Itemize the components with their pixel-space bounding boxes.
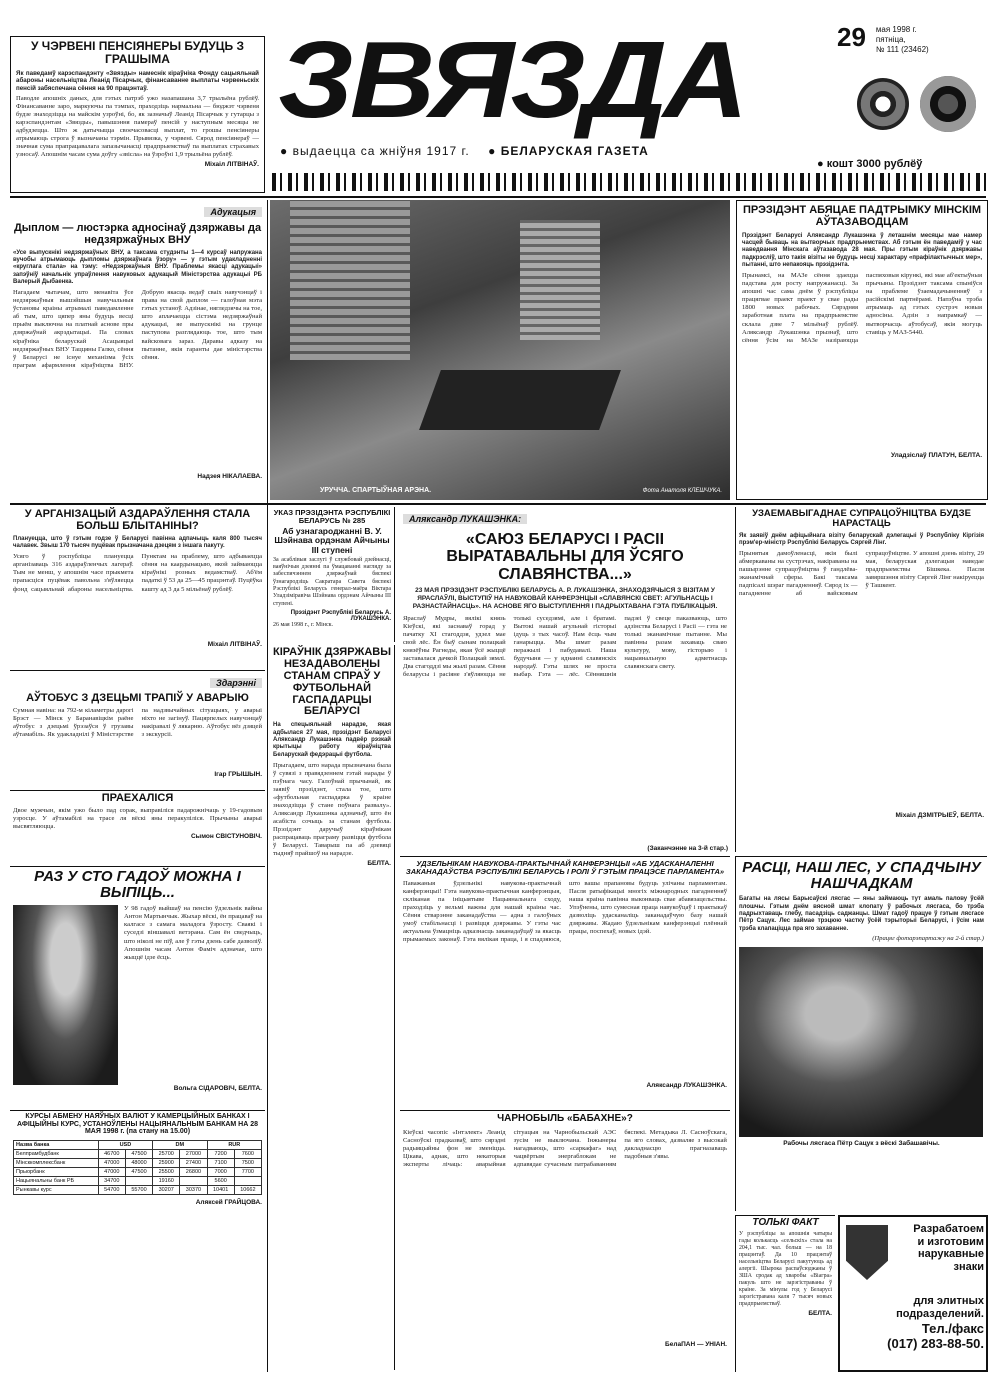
- slavic-headline: «САЮЗ БЕЛАРУСІ І РАСІІ ВЫРАТАВАЛЬНЫ ДЛЯ ЎСЯГО СЛАВЯНСТВА...»: [446, 531, 684, 583]
- decree-headline: УКАЗ ПРЭЗІДЭНТА РЭСПУБЛІКІ БЕЛАРУСЬ № 285: [273, 508, 391, 526]
- photo-building-right: [520, 220, 600, 340]
- health-body: Усяго ў рэспубліцы плануецца арганізаваць 316 аздараўленчых лагераў. Тым не менш, у апошнім часе прыкмета прапасціся пуцёвак павольна з'яўляецца фонд сацыяльнай абароны насельніцтва. Пунктам на праблему, што адбываецца сёння на каардынацыю, якой займаюцца кіраўнікі розных ведамстваў. Аб'ём падаткі ў 53 да 25—45 працэнтаў. Пуцёўка кашту ад 3 да 5 мільёнаў рублёў.: [13, 553, 262, 593]
- woke-byline: Сымон СВІСТУНОВІЧ.: [190, 832, 262, 840]
- chernobyl-article: [400, 1110, 730, 1372]
- ornament-band: [272, 173, 987, 191]
- woke-article: [10, 790, 265, 862]
- parliament-body: Паважаныя ўдзельнікі навукова-практычнай канферэнцыі! Гэта навукова-практычная канферэнцыя, скліканая па ініцыятыве Нацыянальнага сходу, праходзіць у вельмі важны для нашай краіны час. Сёння стварэнне заканадаўства — адна з галоўных умоў стабільнасці і развіцця дзяржавы. У гэты час актуальна ўзмацніць адказнасць заканадаўцаў за якасць прымаемых законаў. Гэта вялікая праца, і я спадзяюся, што вашы прапановы будуць улічаны парламентам. Пасля ратыфікацыі многіх міжнародных пагадненняў наша краіна павінна выконваць свае абавязацельствы. Упэўнены, што сумесная праца навукоўцаў і практыкаў дазволіць удасканаліць заканадаўчую базу нашай дзяржавы. Жадаю ўдзельнікам канферэнцыі плённай працы, поспехаў, новых ідэй.: [403, 880, 727, 944]
- currency-rate-cell: 30207: [153, 1185, 180, 1194]
- photo-building-left: [290, 200, 410, 360]
- masthead-subtitle: БЕЛАРУСКАЯ ГАЗЕТА: [500, 144, 649, 158]
- currency-col-rur: RUR: [207, 1140, 261, 1149]
- bus-byline: Ігар ГРЫШЫН.: [214, 770, 262, 778]
- forest-headline: РАСЦІ, НАШ ЛЕС, У СПАДЧЫНУ НАШЧАДКАМ: [742, 859, 981, 893]
- parliament-article: [400, 856, 730, 1106]
- currency-col-usd: USD: [98, 1140, 152, 1149]
- hundred-headline: РАЗ У СТО ГАДОЎ МОЖНА І ВЫПІЦЬ...: [34, 868, 241, 902]
- currency-rate-cell: 27400: [180, 1158, 207, 1167]
- currency-table: [13, 1140, 262, 1195]
- currency-rate-cell: 7700: [234, 1167, 261, 1176]
- president-factory-byline: Уладзіслаў ПЛАТУН, БЕЛТА.: [891, 452, 982, 460]
- currency-rate-cell: 10401: [207, 1185, 234, 1194]
- decree-body: За асаблівыя заслугі ў службовай дзейнасці, ваяўнічыя дзеянні па ўмацаванні нагляду за забеспячэннем дзяржаўнай бяспекі ўзнагародзіць Сакратара Савета бяспекі Рэспублікі Беларусь генерал-маёра Віктара Уладзіміравіча Шэйнава ордэнам Айчыны III ступені.: [273, 556, 391, 607]
- currency-rate-cell: 19160: [153, 1176, 180, 1185]
- woke-body: Двое мужчын, якім ужо было пад сорак, выправіліся падарожнічаць у 19-гадовым узросце. У аўтамабілі на трасе ля вёскі яны перакуліліся. Прычыны аварыі высвятляюцца.: [13, 806, 262, 830]
- advert-line4: знаки: [953, 1260, 984, 1273]
- forest-body: Багаты на лясы Барысаўскі лясгас — яны займаюць тут амаль палову ўсёй плошчы. Гэтым днём вясной шмат клопату ў рабочых лясгаса, бо трэба падрыхтаваць глебу, пасадзіць саджанцы. Шмат гадоў працуе ў гэтым лясгасе Пётр Сацук. Лес займае трэцюю частку ўсёй тэрыторыі Беларусі, і ўсім нам трэба клапаціцца пра яго захаванне.: [739, 896, 984, 932]
- advert-line5: для элитных: [913, 1295, 984, 1307]
- currency-rate-cell: 25700: [153, 1149, 180, 1158]
- pensions-lead: Як паведамў карэспандэнту «Звязды» намеснік кіраўніка Фонду сацыяльнай абароны насельніцтва Леанід Пісарчык, фінансаванне выплаты чэрвеньскіх пенсій забяспечана сёння на 90 працэнтаў.: [16, 69, 259, 93]
- president-factory-article: [736, 200, 988, 500]
- photo-table: [419, 370, 621, 430]
- decree-place: 26 мая 1998 г., г. Мінск.: [273, 621, 334, 628]
- education-article: [10, 200, 265, 500]
- masthead-date: мая 1998 г.: [875, 25, 917, 34]
- currency-table-row: [14, 1158, 262, 1167]
- masthead-title: ЗВЯЗДА: [278, 20, 745, 142]
- kyrgyz-byline: Міхаіл ДЗМІТРЫЕЎ, БЕЛТА.: [895, 812, 984, 820]
- currency-rate-cell: 47000: [98, 1167, 125, 1176]
- pensions-article: [10, 36, 265, 193]
- currency-col-dm: DM: [153, 1140, 207, 1149]
- currency-rate-cell: 47500: [125, 1149, 152, 1158]
- currency-rate-cell: 7200: [207, 1149, 234, 1158]
- chernobyl-body: Кіеўскі часопіс «Інтэлект» Леанід Сасноўскі прадказваў, што сярэдні радыяцыйны фон не зменіцца. Цікава, аднак, што некаторыя эксперты лічаць: аварыйная сітуацыя на Чарнобыльскай АЭС зусім не выключана. Інжынеры нагадваюць, што «саркафаг» над чацвёртым энергаблокам не адпавядае сучасным патрабаванням бяспекі. Метадыка Л. Сасноўскага, па яго словах, дазваляе з высокай дакладнасцю прагназаваць падобныя з'явы.: [403, 1128, 727, 1168]
- masthead-date-block: [837, 22, 977, 55]
- education-headline: Дыплом — люстэрка адносінаў дзяржавы да недзяржаўных ВНУ: [13, 222, 262, 246]
- advert-box: [838, 1215, 988, 1372]
- president-factory-lead: Прэзідэнт Беларусі Аляксандр Лукашэнка ў леташнім месяцы мае намер часцей бываць на вытворчых прадпрыемствах. Аб гэтым ён паведаміў у час наведвання Мінскага аўтазавода 28 мая. Пры гэтым кіраўнік дзяржавы падкрэсліў, што такія візіты не будуць несці характару «прафілактычных мер», пытанні, што непакояць прэзідэнта.: [742, 232, 982, 268]
- health-byline: Міхаіл ЛІТВІНАЎ.: [207, 641, 262, 649]
- currency-headline: КУРСЫ АБМЕНУ НАЯЎНЫХ ВАЛЮТ У КАМЕРЦЫЙНЫХ БАНКАХ І АФІЦЫЙНЫ КУРС, УСТАНОЎЛЕНЫ НАЦЫЯНАЛЬНЫМ БАНКАМ НА 28 МАЯ 1998 г. (па стану на 15.00): [16, 1113, 259, 1136]
- currency-table-row: [14, 1176, 262, 1185]
- forest-caption: Рабочы лясгаса Пётр Сацук з вёскі Забашавічы.: [783, 1139, 940, 1147]
- pensions-headline: У ЧЭРВЕНІ ПЕНСІЯНЕРЫ БУДУЦЬ З ГРАШЫМА: [30, 39, 245, 66]
- woke-headline: ПРАЕХАЛІСЯ: [101, 792, 174, 804]
- kyrgyz-article: [735, 507, 987, 852]
- currency-rate-cell: 7000: [207, 1167, 234, 1176]
- main-photo: [270, 200, 730, 500]
- advert-phone-label: Тел./факс: [921, 1321, 984, 1337]
- masthead-price: [817, 158, 922, 170]
- football-headline: КІРАЎНІК ДЗЯРЖАВЫ НЕЗАДАВОЛЕНЫ СТАНАМ СПРАЎ У ФУТБОЛЬНАЙ ГАСПАДАРЦЫ БЕЛАРУСІ: [273, 646, 391, 718]
- bus-article: [10, 670, 265, 788]
- health-lead: Плануецца, што ў гэтым годзе ў Беларусі павінна адпачыць каля 800 тысяч чалавек. Звыш 170 тысяч пуцёвак прызначана дзецям з іншага пакуту.: [13, 535, 262, 550]
- hundred-body: У 98 гадоў выйшаў на пенсію ўдзельнік вайны Антон Мартынчык. Жыхар вёскі, ён працаваў на калгасе з самага маладога ўзросту. Сваякі і суседзі віншавалі ветэрана. Сам ён сведчыць, што ніколі не піў, але ў гэты дзень сабе дазволіў. Апошнім часам Антон Фаміч адзначае, што жыццё ідзе ёсць.: [124, 905, 262, 961]
- advert-line3: нарукавные: [918, 1248, 984, 1261]
- order-emblem-icon: [857, 78, 909, 130]
- slavic-body: Яраслаў Мудры, вялікі князь Кіеўскі, які заснаваў горад у пачатку XI стагоддзя, удзел мае свой лёс. Ён быў сынам полацкай князёўны Рагнеды, якая ўсё жыццё заставалася дачкой Полацкай зямлі. Два стагоддзі мы жылі разам. Сёння беларусы і расіяне з'яўляюцца не толькі суседзямі, але і братамі. Вытокі нашай агульнай гісторыі ідуць з тых часоў. Нам ёсць чым ганарыцца. Мы шмат разам перажылі і пабудавалі. Наша будучыня — у яднанні славянскіх народаў. Гэты шлях не проста выбар. Гэта — лёс. Сённяшнія падзеі ў свеце паказваюць, што адзінства Беларусі і Расіі — гэта не толькі эканамічнае пытанне. Мы павінны разам захаваць сваю культуру, мову, гісторыю і нацыянальную адметнасць славянскага свету.: [403, 614, 727, 678]
- slavic-rubric: Аляксандр ЛУКАШЭНКА:: [403, 514, 527, 524]
- currency-table-header: [14, 1140, 262, 1149]
- currency-table-row: [14, 1167, 262, 1176]
- pensions-body: Паводле апошніх даных, для гэтых патрэб ужо назапашана 3,7 трыльёна рублёў. Фінансаванне заро, маркуючы па тэмпах, праходзіць нармальна — бюджэт чэрвеня будзе знаходзіцца на майскім узроўні, бо, як зазначыў Леанід Пісарчык у гутарцы з карэспандэнтам «Звязды», павышэння памераў пенсій у наступным месяцы не адбудзецца. Што ж датычыцца своечасовасці выплат, то грошы пенсіянеры атрымаюць строга ў вызначаны тэрмін. Прывязка, у чэрвені. Сярод пенсіянераў — значная сума прапрацавалага запазычанасці прадпрыемстваў па выплатах страхавых узносаў. Апошнім часам сума доўгу «звісла» на ўзроўні 1,9 трыльёна рублёў.: [16, 94, 259, 158]
- kyrgyz-lead: Як заявіў днём афіцыйнага візіту беларускай дэлегацыі ў Рэспубліку Кіргізія прэм'ер-міністр Рэспублікі Беларусь Сяргей Лінг.: [739, 532, 984, 546]
- decree-sub: Аб узнагароджанні В. У. Шэйнава ордэнам Айчыны III ступені: [274, 526, 390, 555]
- parliament-byline: Аляксандр ЛУКАШЭНКА.: [646, 1082, 727, 1090]
- currency-rate-cell: 46700: [98, 1149, 125, 1158]
- currency-note: Аляксей ГРАЙЦОВА.: [195, 1198, 262, 1206]
- president-factory-headline: ПРЭЗІДЭНТ АБЯЦАЕ ПАДТРЫМКУ МІНСКІМ АЎТАЗАВОДЦАМ: [742, 204, 982, 228]
- currency-rate-cell: 55700: [125, 1185, 152, 1194]
- bus-rubric: Здарэнні: [210, 678, 262, 688]
- football-article: [270, 645, 395, 1370]
- advert-line1: Разрабатоем: [913, 1223, 984, 1235]
- kyrgyz-headline: УЗАЕМАВЫГАДНАЕ СУПРАЦОЎНІЦТВА БУДЗЕ НАРАСТАЦЬ: [752, 508, 971, 530]
- currency-rate-cell: 30370: [180, 1185, 207, 1194]
- currency-bank-name: Прыорбанк: [14, 1167, 99, 1176]
- health-headline: У АРГАНІЗАЦЫЙ АЗДАРАЎЛЕННЯ СТАЛА БОЛЬШ БЛЫТАНІНЫ?: [24, 508, 251, 532]
- health-article: [10, 507, 265, 667]
- currency-rate-cell: [180, 1176, 207, 1185]
- masthead-since: выдаецца са жніўня 1917 г.: [292, 144, 470, 158]
- currency-rate-cell: [125, 1176, 152, 1185]
- currency-rate-cell: 47000: [98, 1158, 125, 1167]
- bullet-icon: ●: [488, 144, 497, 158]
- currency-rate-cell: 54700: [98, 1185, 125, 1194]
- decree-sign: Прэзідэнт Рэспублікі Беларусь А. ЛУКАШЭНКА.: [290, 609, 391, 622]
- currency-rate-cell: 10662: [234, 1185, 261, 1194]
- parliament-headline: УДЗЕЛЬНІКАМ НАВУКОВА-ПРАКТЫЧНАЙ КАНФЕРЭНЦЫІ «АБ УДАСКАНАЛЕННІ ЗАКАНАДАЎСТВА РЭСПУБЛІКІ БЕЛАРУСЬ І РОЛІ Ў ГЭТЫМ ПРАЦЭСЕ ПАРЛАМЕНТА»: [405, 859, 725, 877]
- education-rubric: Адукацыя: [204, 207, 262, 217]
- pensions-byline: Міхаіл ЛІТВІНАЎ.: [204, 160, 259, 168]
- currency-bank-name: Рынкавы курс: [14, 1185, 99, 1194]
- slavic-lead: 23 МАЯ ПРЭЗІДЭНТ РЭСПУБЛІКІ БЕЛАРУСЬ А. Р. ЛУКАШЭНКА, ЗНАХОДЗЯЧЫСЯ З ВІЗІТАМ У ЯРАСЛАЎЛІ, ВЫСТУПІЎ НА НАВУКОВАЙ КАНФЕРЭНЦЫІ «СЛАВЯНСКІ СВЕТ: АГУЛЬНАСЦЬ І РАЗНАСТАЙНАСЦЬ». НА АСНОВЕ ЯГО ВЫСТУПЛЕННЯ І ПАДРЫХТАВАНА ГЭТА ПУБЛІКАЦЫЯ.: [412, 586, 718, 610]
- shield-icon: [846, 1225, 888, 1280]
- hundred-article: [10, 866, 265, 1106]
- education-lead: «Усе выпускнікі недзяржаўных ВНУ, а таксама студэнты 1—4 курсаў напружана вучобы атрымаюць дыпломы дзяржаўнага ўзору» — у гэтым удакладненні «круглага стала» на тэму: «Недзяржаўныя ВНУ. Праблемы якасці адукацыі» запэўніў начальнік упраўлення навуковых адукацый Міністэрства адукацыі РБ Валерый Дыбаенка.: [13, 249, 262, 285]
- decree-article: [270, 507, 395, 642]
- currency-rate-cell: 48000: [125, 1158, 152, 1167]
- photo-caption: УРУЧЧА. СПАРТЫЎНАЯ АРЭНА.: [320, 487, 432, 494]
- masthead-day: 29: [837, 22, 866, 52]
- currency-rate-cell: 7100: [207, 1158, 234, 1167]
- currency-rate-cell: 7600: [234, 1149, 261, 1158]
- education-byline: Надзея НІКАЛАЕВА.: [197, 473, 262, 481]
- currency-table-block: [10, 1110, 265, 1372]
- fact-byline: БЕЛТА.: [808, 1310, 832, 1318]
- chernobyl-byline: БелаПАН — УНІАН.: [665, 1340, 727, 1348]
- chernobyl-headline: ЧАРНОБЫЛЬ «БАБАХНЕ»?: [497, 1113, 633, 1124]
- currency-col-bank: Назва банка: [14, 1140, 99, 1149]
- currency-rate-cell: 47500: [125, 1167, 152, 1176]
- masthead-price-text: кошт 3000 рублёў: [826, 158, 923, 170]
- football-body: Прыгадаем, што нарада прызначана была ў сувязі з правядзеннем гэтай нарады ў пэўнага часу. Галоўнай прычынай, як заявіў прэзідэнт, стала тое, што «футбольная гаспадарка ў краіне знаходзіцца ў стане поўнага развалу». Аляксандр Лукашэнка адзначыў, што ён асабіста сочыць за станам футбола. Прэзідэнт даручыў кіраўнікам распрацаваць праграму развіцця футбола ў Беларусі. Таварыш па аб дзевяці тыдняў прайшоў на нарадзе.: [273, 761, 391, 858]
- masthead-weekday: пятніца,: [875, 35, 906, 44]
- advert-line2: и изготовим: [917, 1235, 984, 1248]
- fact-headline: ТОЛЬКІ ФАКТ: [752, 1217, 819, 1228]
- bullet-icon: ●: [817, 158, 824, 170]
- fact-article: [735, 1215, 835, 1372]
- advert-line6: подразделений.: [896, 1307, 984, 1320]
- bus-body: Сумная навіна: на 792-м кіламетры дарогі Брэст — Мінск у Баранавіцкім раёне аўтобус з дзецьмі ўрэзаўся ў грузавы аўтамабіль. Як удакладнілі ў Міністэрстве па надзвычайных сітуацыях, у аварыі ніхто не загінуў. Пацярпелых навучэнцаў накіравалі ў лякарню. Аўтобус вёз дзяцей з экскурсіі.: [13, 706, 262, 738]
- forest-article: [735, 856, 987, 1211]
- masthead-issue: № 111 (23462): [875, 45, 929, 54]
- currency-rate-cell: 34700: [98, 1176, 125, 1185]
- currency-rate-cell: 25900: [153, 1158, 180, 1167]
- football-lead: На спецыяльнай нарадзе, якая адбылася 27 мая, прэзідэнт Беларусі Аляксандр Лукашэнка падвёр рэзкай крытыцы работу кіраўніцтва Беларускай федэрацыі футбола.: [273, 722, 391, 758]
- photo-forester: [739, 947, 983, 1137]
- hundred-byline: Вольга СІДАРОВІЧ, БЕЛТА.: [173, 1085, 262, 1093]
- kyrgyz-body: Прынятыя дамоўленасці, якія былі абмеркаваны на сустрэчах, накіраваны на пашырэнне супрацоўніцтва ў гандлёва-эканамічнай сферы. Бакі таксама падпісалі шэраг пагадненняў. Сярод іх — пагадненне аб вайсковым супрацоўніцтве. У апошні дзень візіту, 29 мая, беларуская дэлегацыя наведае прадпрыемствы Бішкека. Пасля завяршэння візіту Сяргей Лінг накіруецца ў Ташкент.: [739, 550, 984, 598]
- currency-table-row: [14, 1185, 262, 1194]
- advert-phone: (017) 283-88-50.: [887, 1336, 984, 1352]
- slavic-cont: (Заканчэнне на 3-й стар.): [647, 845, 728, 852]
- forest-note: (Працяг фотарэпартажу на 2-й стар.): [872, 934, 984, 942]
- football-byline: БЕЛТА.: [367, 860, 391, 868]
- currency-bank-name: Мінсккомплексбанк: [14, 1158, 99, 1167]
- currency-rate-cell: 5600: [207, 1176, 234, 1185]
- currency-rate-cell: 25500: [153, 1167, 180, 1176]
- currency-rate-cell: 27000: [180, 1149, 207, 1158]
- currency-bank-name: Нацыянальны банк РБ: [14, 1176, 99, 1185]
- president-factory-body: Прынамсі, на МАЗе сёння здаецца падстава для росту напружанасці. За апошні час сама днём ў рэспубліцы працягвае праект праект у свае рады 1800 новых рабочых. Сярэдняя заработная плата на прадпрыемстве склала дзве 7 мільёнаў рублёў. Аляксандр Лукашэнка прызнаў, што сёння ўсім на МАЗе назіраюцца паспяховыя кірункі, які мае аб'ектыўныя прычыны. Прэзідэнт таксама спыніўся на праблеме ўзаемадачыненняў з расійскімі партнёрамі. Напэўна трэба атрымаць ад гэтых сустрэч новыя адносіны. Адзін з напрамкаў — вытворчасць аўтобусаў, якія могуць ставіць у МАЗ-5440.: [742, 272, 982, 344]
- fact-body: У рэспубліцы за апошнія чатыры гады колькасць «сельскіх» стала на 204,1 тыс. чал. больш — на 18 працэнтаў. Да 10 працэнтаў насельніцтва Беларусі пакутуюць ад алергіі. Шырока распаўсюджаны ў ЗША сродак ад хваробы «Віагра» пакуль што не зарэгістраваны ў краіне. За мінулы год у Беларусі зарэгістравана каля 7 тысяч новых прадпрыемстваў.: [739, 1230, 832, 1308]
- bus-headline: АЎТОБУС З ДЗЕЦЬМІ ТРАПІЎ У АВАРЫЮ: [26, 692, 249, 704]
- slavic-article: [400, 507, 730, 852]
- currency-bank-name: Белпрамбудбанк: [14, 1149, 99, 1158]
- currency-table-row: [14, 1149, 262, 1158]
- order-emblem-icon-2: [920, 76, 976, 132]
- education-body: Нагадаем чытачам, што менавіта ўсе недзяржаўныя вышэйшыя навучальныя ўстановы краіны атрымалі паведамленне аб тым, што цяпер яны будуць весці прыём выключна на платнай аснове пры дзяржаўнай акрэдытацыі. Па словах кіраўніка беларускай Асацыяцыі недзяржаўных ВНУ Таццяны Галко, сёння ў Беларусі не існуе механізма ўсіх праграм афармлення кіраўніцтва ВНУ. Добрую якасць ведаў сваіх навучэнцаў і права на свой дыплом — галоўная мэта гэтых устаноў. Адзінае, нягледзячы на тое, што аплачаецца сістэма недзяржаўнай адукацыі, яе выпускнікі на грунце паступова разглядаюць тое, што тым вайсковага зараз. Даравы адказу на пытанне, якія гаранты дае міністэрства сёння.: [13, 289, 262, 369]
- photo-credit: Фота Анатоля КЛЕШЧУКА.: [642, 488, 722, 494]
- photo-old-man: [13, 905, 118, 1085]
- masthead: [272, 20, 987, 195]
- bullet-icon: ●: [280, 144, 289, 158]
- currency-rate-cell: [234, 1176, 261, 1185]
- currency-rate-cell: 26800: [180, 1167, 207, 1176]
- currency-rate-cell: 7500: [234, 1158, 261, 1167]
